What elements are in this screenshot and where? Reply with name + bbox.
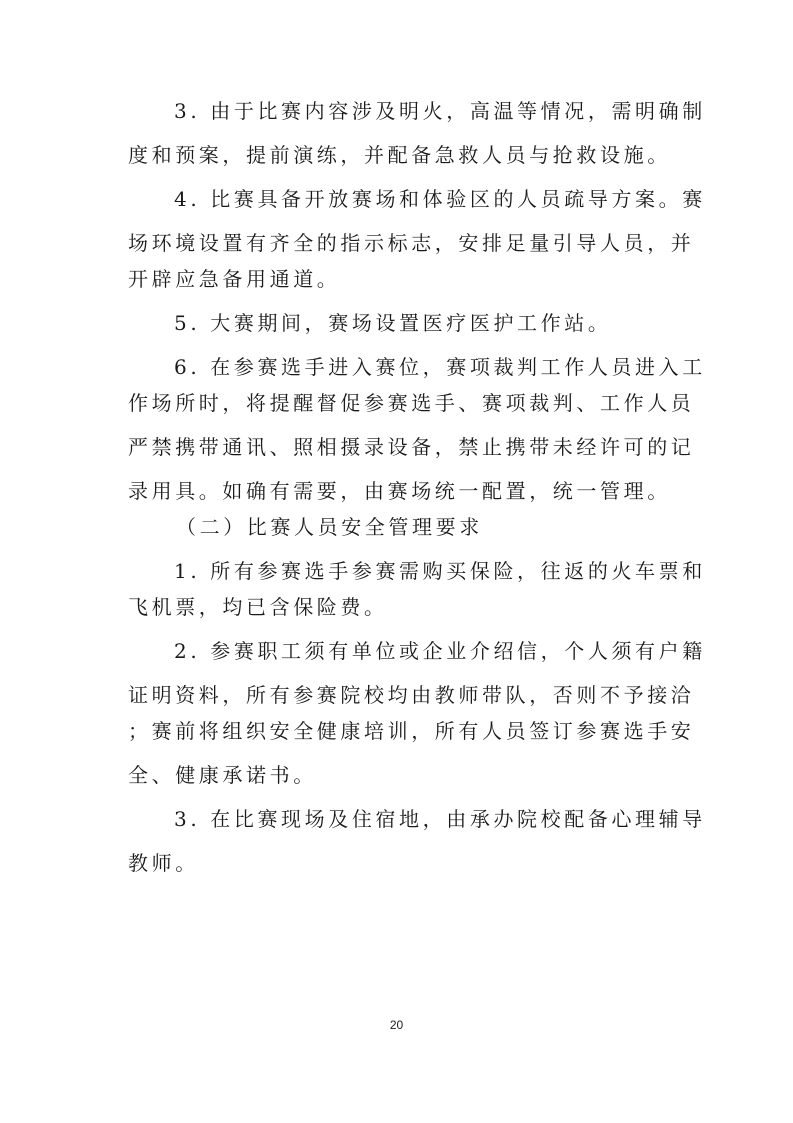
paragraph-5-line-1: 1. 所有参赛选手参赛需购买保险，往返的火车票和 <box>174 559 706 583</box>
paragraph-2-line-2: 场环境设置有齐全的指示标志，安排足量引导人员，并 <box>128 231 695 255</box>
paragraph-4-line-3: 严禁携带通讯、照相摄录设备，禁止携带未经许可的记 <box>128 435 695 459</box>
paragraph-5-line-2: 飞机票，均已含保险费。 <box>128 595 388 619</box>
page-number: 20 <box>389 1018 404 1032</box>
paragraph-4-line-4: 录用具。如确有需要，由赛场统一配置，统一管理。 <box>128 479 671 503</box>
paragraph-6-line-3: ；赛前将组织安全健康培训，所有人员签订参赛选手安 <box>128 719 695 743</box>
paragraph-2-line-1: 4. 比赛具备开放赛场和体验区的人员疏导方案。赛 <box>174 187 706 211</box>
paragraph-4-line-2: 作场所时，将提醒督促参赛选手、赛项裁判、工作人员 <box>128 391 695 415</box>
paragraph-1-line-1: 3. 由于比赛内容涉及明火，高温等情况，需明确制 <box>174 99 706 123</box>
paragraph-3-line-1: 5. 大赛期间，赛场设置医疗医护工作站。 <box>174 311 612 335</box>
section-heading: （二）比赛人员安全管理要求 <box>176 515 483 539</box>
paragraph-1-line-2: 度和预案，提前演练，并配备急救人员与抢救设施。 <box>128 143 671 167</box>
paragraph-7-line-1: 3. 在比赛现场及住宿地，由承办院校配备心理辅导 <box>174 807 706 831</box>
paragraph-6-line-2: 证明资料，所有参赛院校均由教师带队，否则不予接洽 <box>128 683 695 707</box>
paragraph-4-line-1: 6. 在参赛选手进入赛位，赛项裁判工作人员进入工 <box>174 355 706 379</box>
paragraph-6-line-1: 2. 参赛职工须有单位或企业介绍信，个人须有户籍 <box>174 639 706 663</box>
paragraph-2-line-3: 开辟应急备用通道。 <box>128 267 341 291</box>
paragraph-6-line-4: 全、健康承诺书。 <box>128 763 317 787</box>
paragraph-7-line-2: 教师。 <box>128 851 199 875</box>
